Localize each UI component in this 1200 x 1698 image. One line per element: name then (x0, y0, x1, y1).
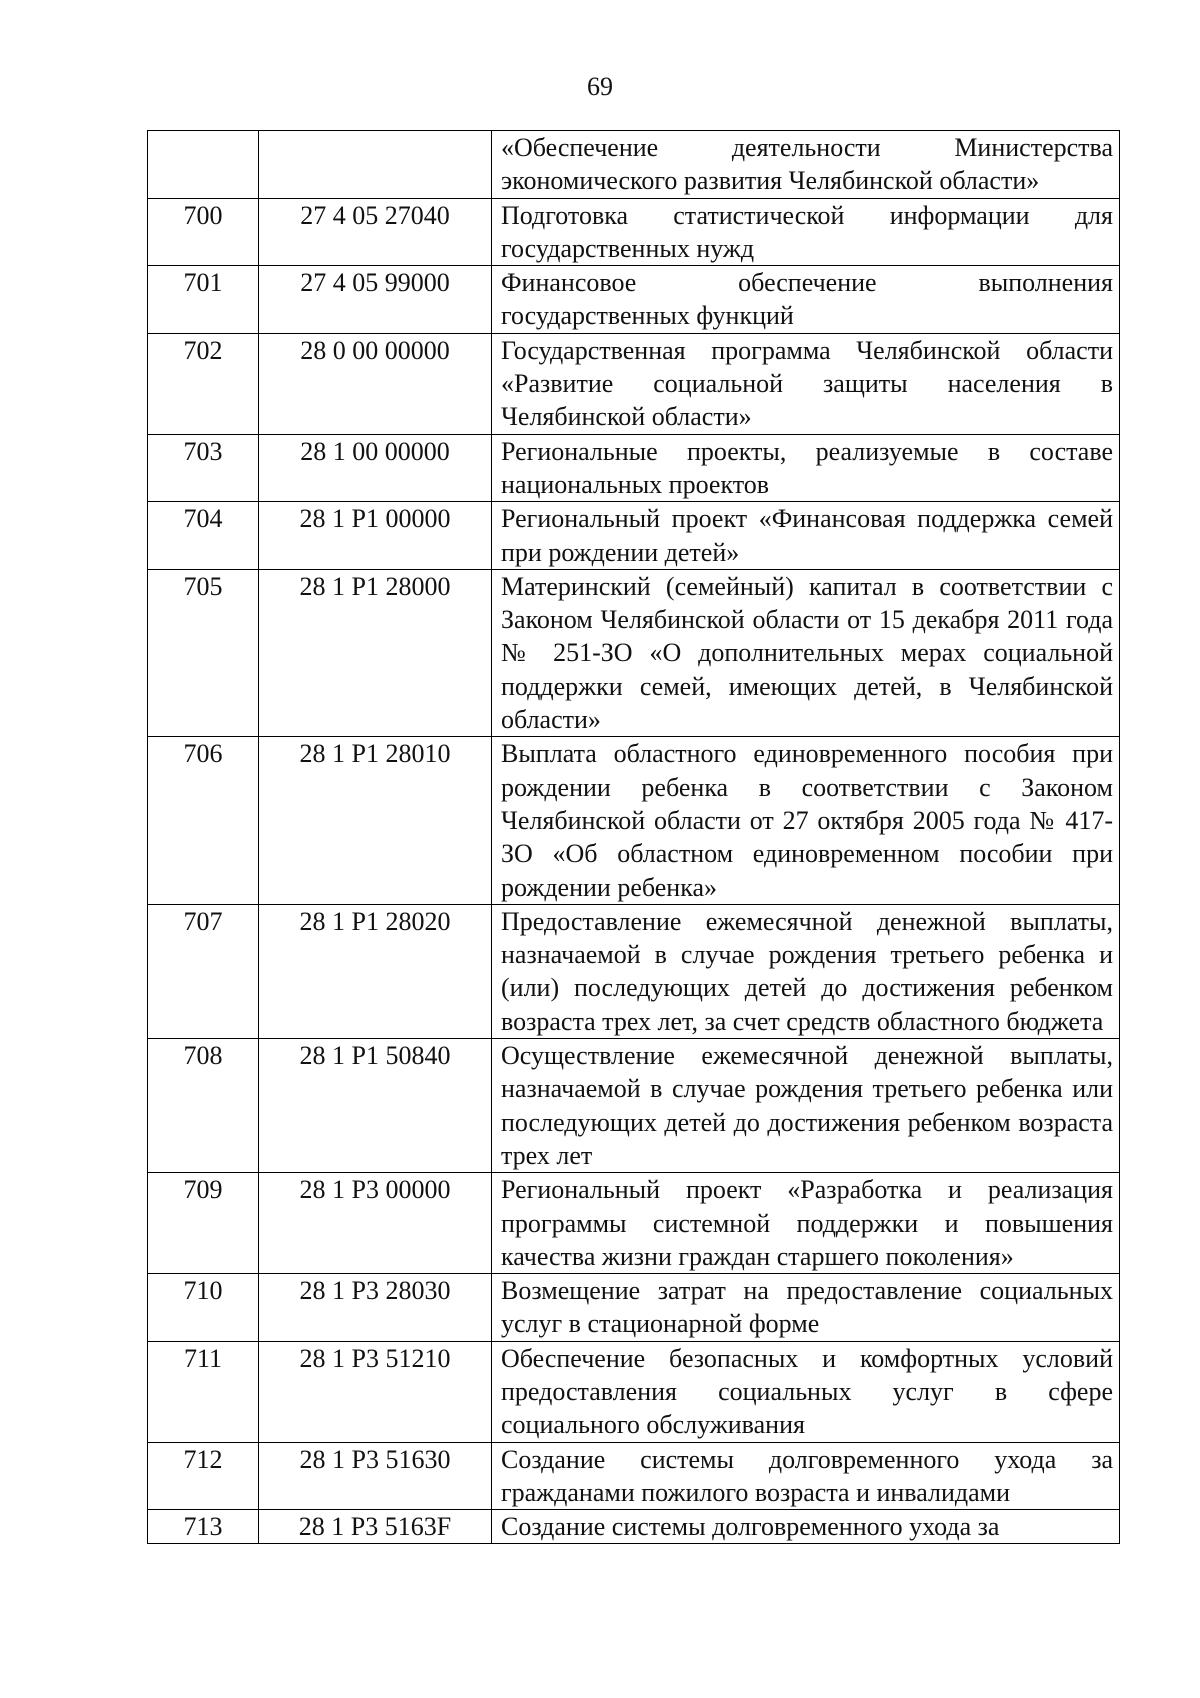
table-row (148, 1173, 1120, 1274)
budget-code-cell: 28 1 P1 50840 (259, 1039, 492, 1173)
table-row (148, 1274, 1120, 1342)
budget-code-cell: 28 1 P1 28020 (259, 904, 492, 1038)
budget-code-cell: 28 1 P3 00000 (259, 1173, 492, 1274)
budget-codes-table (147, 130, 1120, 1544)
table-row (148, 904, 1120, 1038)
row-number-cell: 708 (148, 1039, 259, 1173)
row-number-cell: 700 (148, 198, 259, 266)
description-cell: Региональный проект «Финансовая поддержка семей при рождении детей» (492, 502, 1120, 570)
row-number-cell: 709 (148, 1173, 259, 1274)
description-cell: Обеспечение безопасных и комфортных условий предоставления социальных услуг в сфере социального обслуживания (492, 1341, 1120, 1442)
description-cell: Финансовое обеспечение выполнения государственных функций (492, 266, 1120, 334)
table-row (148, 502, 1120, 570)
row-number-cell: 711 (148, 1341, 259, 1442)
table-row (148, 1341, 1120, 1442)
table-row (148, 198, 1120, 266)
budget-code-cell: 28 1 P3 5163F (259, 1510, 492, 1544)
table-row (148, 737, 1120, 904)
description-cell: Региональные проекты, реализуемые в составе национальных проектов (492, 434, 1120, 502)
description-cell: «Обеспечение деятельности Министерства экономического развития Челябинской области» (492, 131, 1120, 199)
table-row (148, 266, 1120, 334)
budget-code-cell: 28 1 P1 28000 (259, 569, 492, 736)
table-row (148, 333, 1120, 434)
description-cell: Государственная программа Челябинской области «Развитие социальной защиты населения в Челябинской области» (492, 333, 1120, 434)
row-number-cell: 713 (148, 1510, 259, 1544)
row-number-cell: 702 (148, 333, 259, 434)
row-number-cell: 706 (148, 737, 259, 904)
table-row (148, 131, 1120, 199)
row-number-cell: 703 (148, 434, 259, 502)
description-cell: Региональный проект «Разработка и реализация программы системной поддержки и повышения качества жизни граждан старшего поколения» (492, 1173, 1120, 1274)
row-number-cell: 701 (148, 266, 259, 334)
row-number-cell: 704 (148, 502, 259, 570)
table-row (148, 569, 1120, 736)
table-row (148, 1442, 1120, 1510)
description-cell: Создание системы долговременного ухода за гражданами пожилого возраста и инвалидами (492, 1442, 1120, 1510)
row-number-cell: 707 (148, 904, 259, 1038)
budget-code-cell: 28 1 P3 51630 (259, 1442, 492, 1510)
budget-code-cell: 28 1 P1 00000 (259, 502, 492, 570)
description-cell: Предоставление ежемесячной денежной выплаты, назначаемой в случае рождения третьего ребенка и (или) последующих детей до достижения ребенком возраста трех лет, за счет средств областного бюджета (492, 904, 1120, 1038)
budget-code-cell: 28 1 P3 51210 (259, 1341, 492, 1442)
description-cell: Выплата областного единовременного пособия при рождении ребенка в соответствии с Законом Челябинской области от 27 октября 2005 года № 417-ЗО «Об областном единовременном пособии при рождении ребенка» (492, 737, 1120, 904)
budget-code-cell (259, 131, 492, 199)
budget-code-cell: 28 1 00 00000 (259, 434, 492, 502)
table-row (148, 1510, 1120, 1544)
table-row (148, 434, 1120, 502)
row-number-cell: 705 (148, 569, 259, 736)
row-number-cell (148, 131, 259, 199)
row-number-cell: 712 (148, 1442, 259, 1510)
budget-code-cell: 28 1 P3 28030 (259, 1274, 492, 1342)
budget-code-cell: 27 4 05 27040 (259, 198, 492, 266)
budget-code-cell: 27 4 05 99000 (259, 266, 492, 334)
page-number: 69 (587, 72, 613, 101)
table-body (148, 131, 1120, 1544)
table-row (148, 1039, 1120, 1173)
description-cell: Материнский (семейный) капитал в соответствии с Законом Челябинской области от 15 декабря 2011 года № 251-ЗО «О дополнительных мерах социальной поддержки семей, имеющих детей, в Челябинской области» (492, 569, 1120, 736)
budget-code-cell: 28 0 00 00000 (259, 333, 492, 434)
description-cell: Осуществление ежемесячной денежной выплаты, назначаемой в случае рождения третьего ребенка или последующих детей до достижения ребенком возраста трех лет (492, 1039, 1120, 1173)
description-cell: Возмещение затрат на предоставление социальных услуг в стационарной форме (492, 1274, 1120, 1342)
description-cell: Создание системы долговременного ухода за (492, 1510, 1120, 1544)
row-number-cell: 710 (148, 1274, 259, 1342)
description-cell: Подготовка статистической информации для государственных нужд (492, 198, 1120, 266)
budget-code-cell: 28 1 P1 28010 (259, 737, 492, 904)
